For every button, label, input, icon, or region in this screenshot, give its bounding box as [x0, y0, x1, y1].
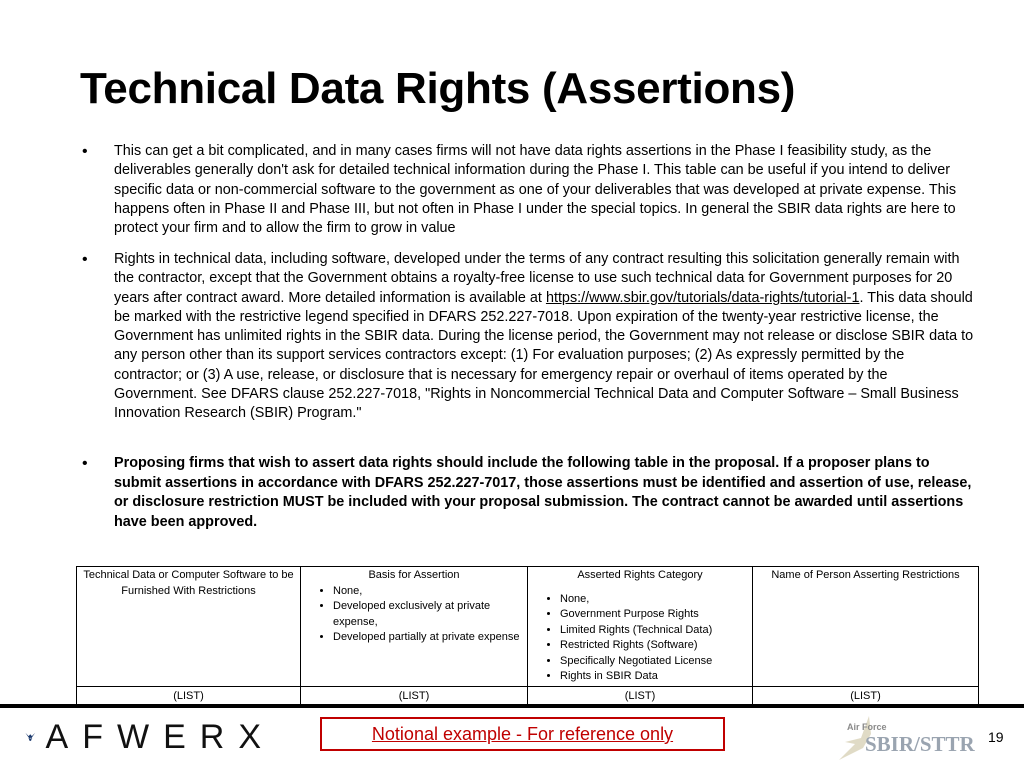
- bullet-item: [82, 250, 974, 424]
- bullet-icon: •: [82, 455, 88, 472]
- sbir-logo-text: SBIR/STTR: [865, 732, 975, 756]
- page-number: 19: [988, 729, 1004, 745]
- header-person: Name of Person Asserting Restrictions: [753, 567, 979, 687]
- afwerx-wordmark: AFWERX: [45, 717, 275, 756]
- header-technical-data: Technical Data or Computer Software to be Furnished With Restrictions: [77, 567, 301, 687]
- bullet-icon: •: [82, 251, 88, 268]
- bullet-text-part: . This data should be marked with the restrictive legend specified in DFARS 252.227-7018. Upon expiration of the twenty-year restrictive license, the Government has unlimited rights in the SBIR data. During the license period, the Government may not release or disclose SBIR data to any person other than its support services contractors except: (1) For evaluation purposes; (2) As expressly permitted by the contractor; or (3) A use, release, or disclosure that is necessary for emergency repair or overhaul of items operated by the Government. See DFARS clause 252.227-7018, "Rights in Noncommercial Technical Data and Computer Software – Small Business Innovation Research (SBIR) Program.": [114, 289, 974, 422]
- list-item: • Government Purpose Rights: [560, 607, 748, 623]
- air-force-wings-icon: [25, 715, 36, 759]
- list-item: • None,: [560, 592, 748, 608]
- table-cell: (LIST): [528, 686, 753, 704]
- header-category: [528, 567, 753, 687]
- table-cell: (LIST): [753, 686, 979, 704]
- bullet-text: Proposing firms that wish to assert data rights should include the following table in the proposal. If a proposer plans to submit assertions in accordance with DFARS 252.227-7017, those assertions must be identified and assertion of use, release, or disclosure restriction MUST be included with your proposal submission. The contract cannot be awarded until assertions have been approved.: [114, 455, 972, 530]
- table-cell: (LIST): [301, 686, 528, 704]
- list-item: • Rights in SBIR Data: [560, 669, 748, 685]
- footer-divider: [0, 704, 1024, 708]
- afwerx-logo: [25, 714, 275, 760]
- sbir-sttr-logo: [835, 710, 973, 766]
- assertions-table: [76, 566, 979, 705]
- header-basis: [301, 567, 528, 687]
- list-item: • Restricted Rights (Software): [560, 638, 748, 654]
- bullet-text: [114, 250, 974, 424]
- category-list: [532, 592, 748, 685]
- table-cell: (LIST): [77, 686, 301, 704]
- sbir-logo-small-text: Air Force: [847, 722, 887, 732]
- list-item: • Developed partially at private expense: [333, 630, 523, 646]
- header-category-label: Asserted Rights Category: [577, 569, 703, 581]
- bullet-item: [82, 454, 974, 532]
- bullet-item: [82, 142, 974, 238]
- header-basis-label: Basis for Assertion: [368, 569, 460, 581]
- basis-list: [305, 584, 523, 646]
- list-item: • None,: [333, 584, 523, 600]
- list-item: • Specifically Negotiated License: [560, 654, 748, 670]
- bullet-text: This can get a bit complicated, and in many cases firms will not have data rights assertions in the Phase I feasibility study, as the deliverables generally don't ask for detailed technical information during the Phase I. This table can be useful if you intend to deliver specific data or non-commercial software to the government as one of your deliverables that was developed at private expense. This happens often in Phase II and Phase III, but not often in Phase I under the special topics. In general the SBIR data rights are here to protect your firm and to allow the firm to grow in value: [114, 143, 957, 237]
- sbir-tutorial-link[interactable]: https://www.sbir.gov/tutorials/data-rights/tutorial-1: [545, 289, 860, 306]
- bullet-text-part: Rights in technical data, including software, developed under the terms of any contract resulting this solicitation generally remain with the contractor, except that the Government obtains a royalty-free license to use such technical data for Government purposes for 20 years after contract award. More detailed information is available at: [114, 251, 960, 306]
- notional-banner: Notional example - For reference only: [320, 717, 725, 751]
- slide-title: Technical Data Rights (Assertions): [80, 64, 796, 113]
- bullet-icon: •: [82, 143, 88, 160]
- list-item: • Limited Rights (Technical Data): [560, 623, 748, 639]
- list-item: • Developed exclusively at private expense,: [333, 599, 523, 630]
